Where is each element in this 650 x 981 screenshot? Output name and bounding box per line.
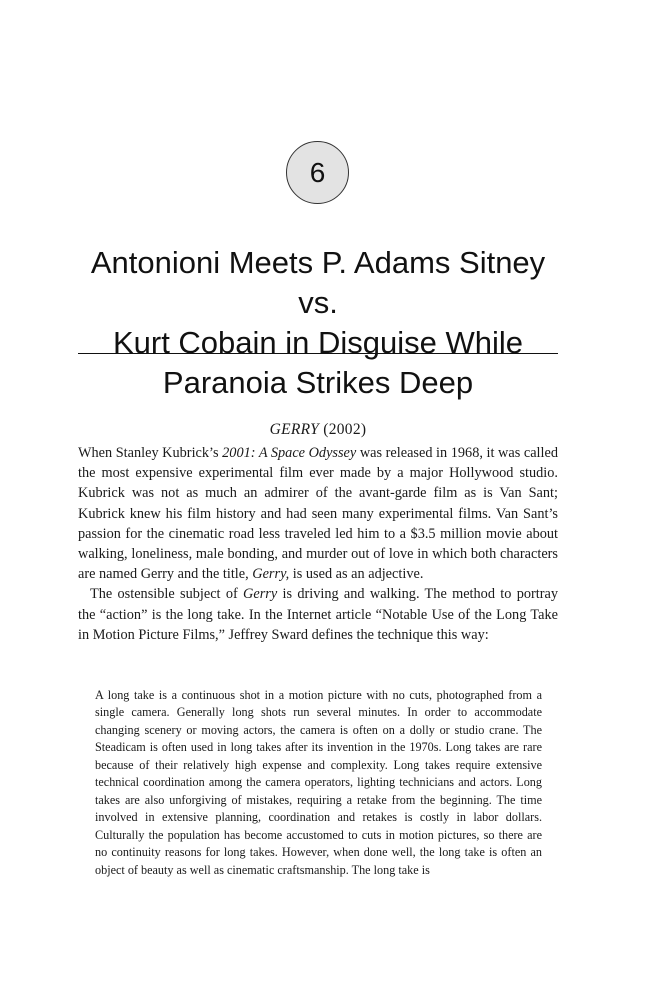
paragraph-1-text-b: was released in 1968, it was called the most expensive experimental film ever made by a major Hollywood studio. Kubrick was not as much an admirer of the avant-garde film as is Van Sant; Kubrick knew his film history and had seen many experimental films. Van Sant’s passion for the cinematic road less traveled led him to a $3.5 million movie about walking, loneliness, male bonding, and murder out of love in which both characters are named Gerry and the title,: [78, 445, 558, 583]
paragraph-2: [78, 584, 558, 645]
film-title-2001: 2001: A Space Odyssey: [222, 445, 357, 461]
title-rule: [78, 353, 558, 354]
chapter-title-line-1: Antonioni Meets P. Adams Sitney vs.: [90, 245, 546, 320]
body-text: [78, 443, 558, 645]
section-year: (2002): [319, 421, 367, 438]
section-heading: [78, 421, 558, 439]
chapter-number: 6: [309, 156, 326, 188]
chapter-number-badge: [286, 141, 349, 204]
paragraph-1-text-a: When Stanley Kubrick’s: [78, 445, 223, 461]
block-quote-text: A long take is a continuous shot in a motion picture with no cuts, photographed from a single camera. Generally long shots run several minutes. In order to accommodate changing scenery or moving actors, the camera is often on a dolly or studio crane. The Steadicam is often used in long takes after its invention in the 1970s. Long takes are rare because of their relatively high expense and complexity. Long takes require extensive technical coordination among the camera operators, lighting technicians and actors. Long takes are also unforgiving of mistakes, requiring a retake from the beginning. The time involved in extensive planning, coordination and retakes is costly in labor dollars. Culturally the population has become accustomed to cuts in motion pictures, so there are no continuity reasons for long takes. However, when done well, the long take is often an object of beauty as well as cinematic craftsmanship. The long take is: [95, 688, 542, 877]
section-film-title: GERRY: [269, 421, 320, 438]
block-quote: [95, 687, 542, 879]
film-title-gerry: Gerry,: [252, 566, 290, 583]
chapter-title: [78, 243, 558, 403]
chapter-title-line-2: Kurt Cobain in Disguise While: [112, 325, 524, 360]
paragraph-1-text-c: is used as an adjective.: [289, 566, 424, 583]
paragraph-1: [78, 443, 558, 584]
film-title-gerry-2: Gerry: [243, 586, 278, 603]
paragraph-2-text-b: is driving and walking. The method to portray the “action” is the long take. In the Internet article “Notable Use of the Long Take in Motion Picture Films,” Jeffrey Sward defines the technique this way:: [78, 586, 558, 643]
paragraph-2-text-a: The ostensible subject of: [90, 586, 244, 603]
chapter-title-line-3: Paranoia Strikes Deep: [162, 365, 474, 400]
